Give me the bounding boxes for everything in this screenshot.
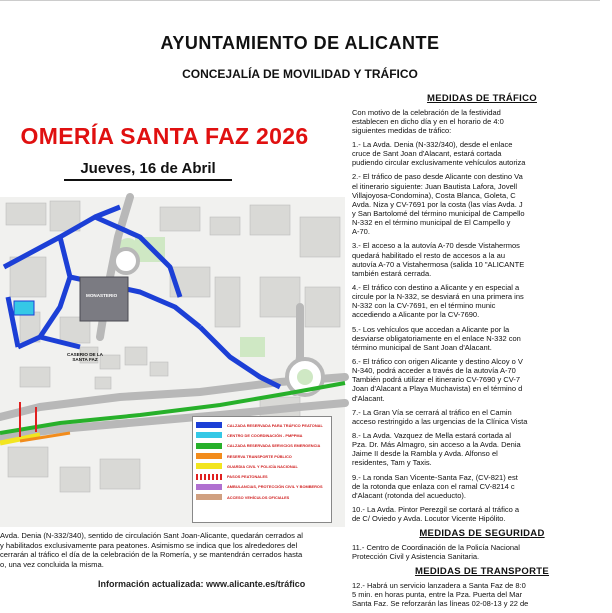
measure-line: N-340, podrá acceder a través de la autovía A-70 [352,366,516,376]
measure-paragraph [352,357,602,403]
measure-line: 10.- La Avda. Pintor Perezgil se cortará al tráfico a [352,504,520,514]
legend-swatch [196,432,222,438]
monastery-block [80,277,128,321]
legend-row [196,430,328,440]
legend-swatch [196,494,222,500]
legend-swatch [196,422,222,428]
map-note [0,531,340,570]
measure-line: Con motivo de la celebración de la festividad [352,107,501,117]
measure-line: de C/ Oviedo y Avda. Locutor Vicente Hipólito. [352,514,506,524]
legend-row [196,441,328,451]
event-date: Jueves, 16 de Abril [64,160,232,181]
measure-line: 5 min. en horas punta, entre la Pza. Puerta del Mar [352,589,523,599]
measure-paragraph [352,325,602,352]
legend-label: CENTRO DE COORDINACIÓN - PMPPMA [227,432,303,438]
note-line: o, una vez concluida la misma. [0,560,104,570]
legend-swatch [196,443,222,449]
map-label-monastery: MONASTERIO [86,293,118,298]
measure-line: A-70. [352,227,370,237]
measure-paragraph [352,543,602,561]
measure-line: circule por la N-332, se desviará en una primera ins [352,292,524,302]
measure-line: 5.- Los vehículos que accedan a Alicante por la [352,324,510,334]
legend-row [196,492,328,502]
security-measures-list [352,543,612,561]
measure-paragraph [352,431,602,468]
legend-label: CALZADA RESERVADA SERVICIOS EMERGENCIA [227,443,321,449]
measure-paragraph [352,581,602,608]
measure-paragraph [352,172,602,236]
legend-swatch [196,463,222,469]
legend-row [196,451,328,461]
measure-line: N-332 en el término municipal de El Campello y [352,218,511,228]
measure-line: Jaime II desde la Rambla y Avda. Alfonso el [352,449,498,459]
page-title: AYUNTAMIENTO DE ALICANTE [160,33,440,53]
measure-line: cruce de Sant Joan d'Alacant, estará cortada [352,149,502,159]
legend-label: GUARDIA CIVIL Y POLICÍA NACIONAL [227,463,298,469]
page-subtitle: CONCEJALÍA DE MOVILIDAD Y TRÁFICO [182,67,418,81]
legend-label: PASOS PEATONALES [227,474,268,480]
note-line: cerrarán al tráfico el día de la celebración de la Romería, y se mantendrán cerrados hasta [0,550,303,560]
transport-measures-title: MEDIDAS DE TRANSPORTE [414,566,550,578]
traffic-map [0,197,345,527]
transport-measures-list [352,581,612,608]
measure-line: 12.- Habrá un servicio lanzadera a Santa Faz de 8:0 [352,580,526,590]
legend-swatch [196,484,222,490]
measure-paragraph [352,473,602,500]
note-line: Avda. Denia (N-332/340), sentido de circulación Sant Joan-Alicante, quedarán cerrados al [0,531,303,540]
traffic-measures-list [352,108,612,524]
legend-row [196,420,328,430]
measure-line: Santa Faz. Se reforzarán las líneas 02-08-13 y 22 de [352,598,529,608]
legend-row [196,461,328,471]
measure-line: N-332 con la CV-7691, en el término munic [352,301,496,311]
legend-row [196,482,328,492]
measure-line: d'Alacant (rotonda del acueducto). [352,490,467,500]
measure-paragraph [352,241,602,278]
measure-line: 1.- La Avda. Denia (N-332/340), desde el enlace [352,140,513,149]
measure-line: también estará cerrada. [352,268,432,278]
security-measures-title: MEDIDAS DE SEGURIDAD [419,528,545,540]
measure-line: 7.- La Gran Vía se cerrará al tráfico en el Camin [352,407,512,417]
measure-line: 3.- El acceso a la autovía A-70 desde Vistahermos [352,241,520,251]
map-legend [192,416,332,523]
measure-line: 9.- La ronda San Vicente-Santa Faz, (CV-821) est [352,472,518,482]
measure-line: Avda. Niza y CV-7691 por la costa (las vías Avda. J [352,199,523,209]
note-line: y habilitados exclusivamente para peatones. Asimismo se indica que los alrededores del [0,540,298,550]
measure-line: el itinerario siguiente: Juan Bautista Lafora, Jovell [352,181,518,191]
measure-line: También podrá utilizar el itinerario CV-7690 y CV-7 [352,375,520,385]
measure-line: siguientes medidas de tráfico: [352,125,452,135]
measure-line: Villajoyosa-Condomina), Costa Blanca, Goleta, C [352,190,516,200]
measure-line: d'Alacant. [352,393,385,403]
measure-line: accediendo a Alicante por la CV-7690. [352,310,480,320]
measure-line: establecen en dicho día y en el horario de 4:0 [352,116,504,126]
measure-line: quedará habilitado el resto de accesos a la au [352,250,506,260]
legend-label: AMBULANCIAS, PROTECCIÓN CIVIL Y BOMBEROS [227,484,323,490]
measure-paragraph [352,283,602,320]
measure-paragraph [352,108,602,135]
measure-line: desviarse obligatoriamente en el enlace N-332 con [352,333,521,343]
measure-line: 2.- El tráfico de paso desde Alicante con destino Va [352,172,523,182]
measure-line: Protección Civil y Asistencia Sanitaria. [352,551,480,561]
measure-line: 6.- El tráfico con origen Alicante y destino Alcoy o V [352,356,523,366]
measure-paragraph [352,408,602,426]
legend-label: ACCESO VEHÍCULOS OFICIALES [227,494,290,500]
measure-line: residentes, Tam y Taxis. [352,458,432,468]
measure-line: pudiendo circular exclusivamente vehículos autoriza [352,158,526,168]
measure-line: 8.- La Avda. Vazquez de Mella estará cortada al [352,430,511,440]
measure-line: 11.- Centro de Coordinación de la Policía Nacional [352,542,520,552]
traffic-measures-title: MEDIDAS DE TRÁFICO [427,93,537,104]
measure-line: acceso restringido a las urgencias de la Clínica Vista [352,416,528,426]
legend-label: RESERVA TRANSPORTE PÚBLICO [227,453,292,459]
legend-row [196,471,328,481]
measure-line: autovía A-70 a Vistahermosa (salida 10 "ALICANTE [352,259,525,269]
measure-line: y San Bartolomé del término municipal de Campello [352,208,525,218]
info-updated: Información actualizada: www.alicante.es/tráfico [98,579,306,589]
event-title: OMERÍA SANTA FAZ 2026 [20,123,309,149]
measure-line: de la rotonda que enlaza con el ramal CV-8214 c [352,481,515,491]
measure-line: 4.- El tráfico con destino a Alicante y en especial a [352,282,520,292]
measure-paragraph [352,505,602,523]
measure-line: Pza. Dr. Más Almagro, sin acceso a la Avda. Denia [352,440,521,450]
measure-line: Joan d'Alacant a Playa Muchavista) en el término d [352,384,523,394]
legend-swatch [196,474,222,480]
measure-line: término municipal de Sant Joan d'Alacant. [352,342,492,352]
coordination-centre [14,301,34,315]
measures-column [352,91,612,613]
measure-paragraph [352,140,602,167]
legend-swatch [196,453,222,459]
legend-label: CALZADA RESERVADA PARA TRÁFICO PEATONAL [227,422,323,428]
map-label-caserio: CASERIO DE LA SANTA FAZ [67,352,103,363]
